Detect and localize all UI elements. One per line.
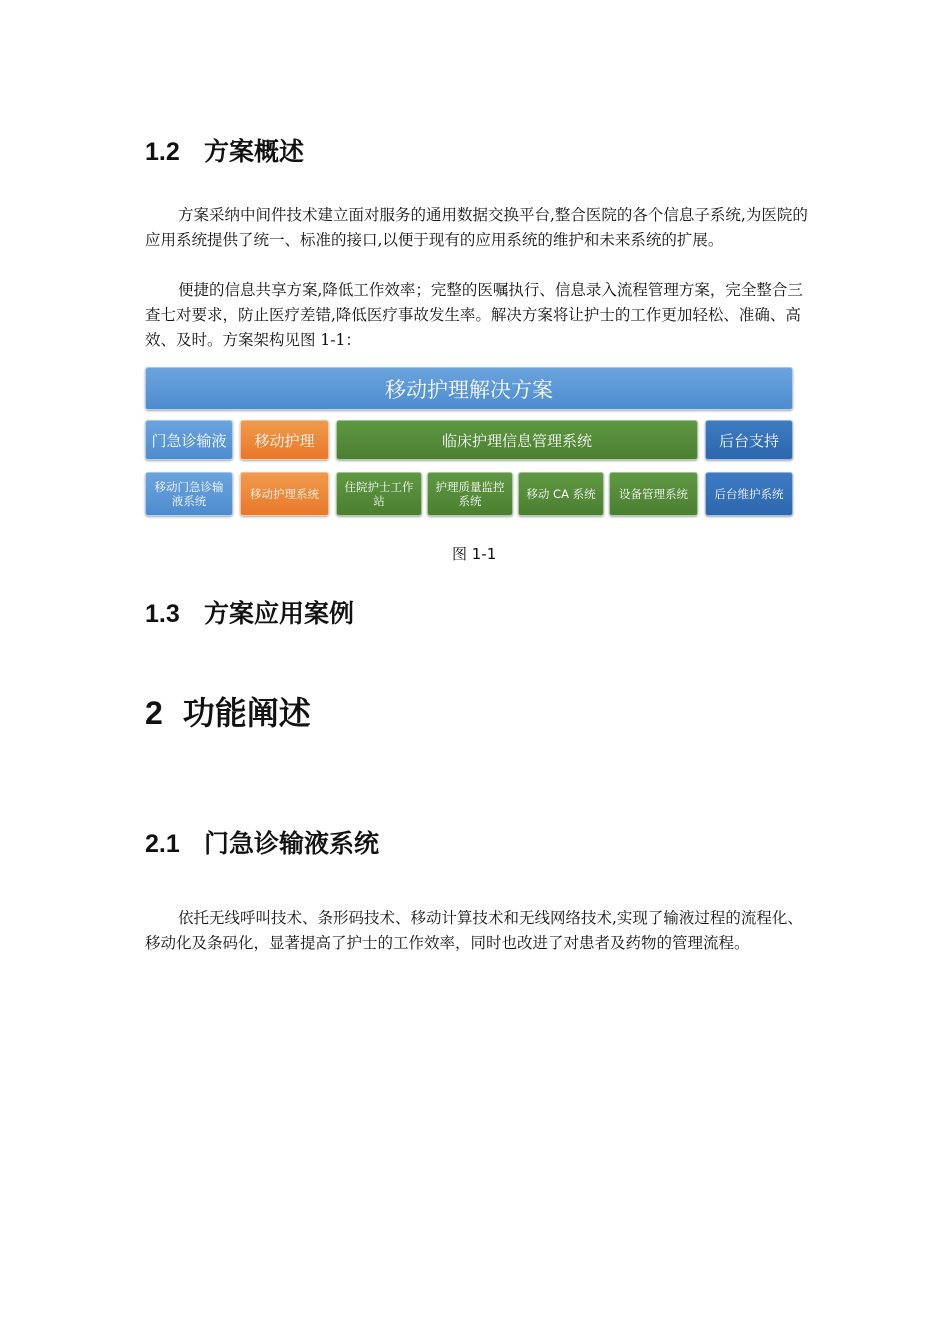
heading-title: 功能阐述 xyxy=(182,695,311,731)
diagram-box-inpatient-nurse-station: 住院护士工作站 xyxy=(336,472,422,516)
diagram-box-backend-maintenance: 后台维护系统 xyxy=(705,472,793,516)
heading-1-2 xyxy=(145,132,304,168)
heading-number: 1.2 xyxy=(145,138,180,166)
diagram-top-box: 移动护理解决方案 xyxy=(145,367,793,410)
diagram-box-mobile-nursing-system: 移动护理系统 xyxy=(240,472,329,516)
diagram-box-backend-support: 后台支持 xyxy=(705,420,793,460)
heading-number: 2.1 xyxy=(145,830,180,858)
heading-1-3 xyxy=(145,594,354,630)
diagram-box-nursing-quality-monitor: 护理质量监控系统 xyxy=(427,472,513,516)
heading-number: 1.3 xyxy=(145,600,180,628)
diagram-box-mobile-outpatient-infusion-system: 移动门急诊输液系统 xyxy=(145,472,233,516)
heading-chapter-2 xyxy=(145,688,311,734)
heading-number: 2 xyxy=(145,695,163,731)
figure-caption: 图 1-1 xyxy=(452,545,497,563)
heading-title: 方案应用案例 xyxy=(204,600,355,628)
diagram-box-device-management: 设备管理系统 xyxy=(609,472,698,516)
paragraph-info-sharing: 便捷的信息共享方案,降低工作效率；完整的医嘱执行、信息录入流程管理方案，完全整合三查七对要求，防止医疗差错,降低医疗事故发生率。解决方案将让护士的工作更加轻松、准确、高效、及时。方案架构见图 1-1： xyxy=(145,281,803,349)
diagram-box-clinical-nursing: 临床护理信息管理系统 xyxy=(336,420,698,460)
diagram-box-outpatient-infusion: 门急诊输液 xyxy=(145,420,233,460)
heading-2-1 xyxy=(145,824,379,860)
paragraph-overview: 方案采纳中间件技术建立面对服务的通用数据交换平台,整合医院的各个信息子系统,为医院的应用系统提供了统一、标准的接口,以便于现有的应用系统的维护和未来系统的扩展。 xyxy=(145,206,808,249)
architecture-diagram xyxy=(145,367,793,517)
paragraph-infusion: 依托无线呼叫技术、条形码技术、移动计算技术和无线网络技术,实现了输液过程的流程化、移动化及条码化，显著提高了护士的工作效率，同时也改进了对患者及药物的管理流程。 xyxy=(145,909,803,952)
diagram-box-mobile-nursing: 移动护理 xyxy=(240,420,329,460)
diagram-box-mobile-ca-system: 移动 CA 系统 xyxy=(518,472,604,516)
heading-title: 门急诊输液系统 xyxy=(204,830,380,858)
heading-title: 方案概述 xyxy=(204,138,305,166)
